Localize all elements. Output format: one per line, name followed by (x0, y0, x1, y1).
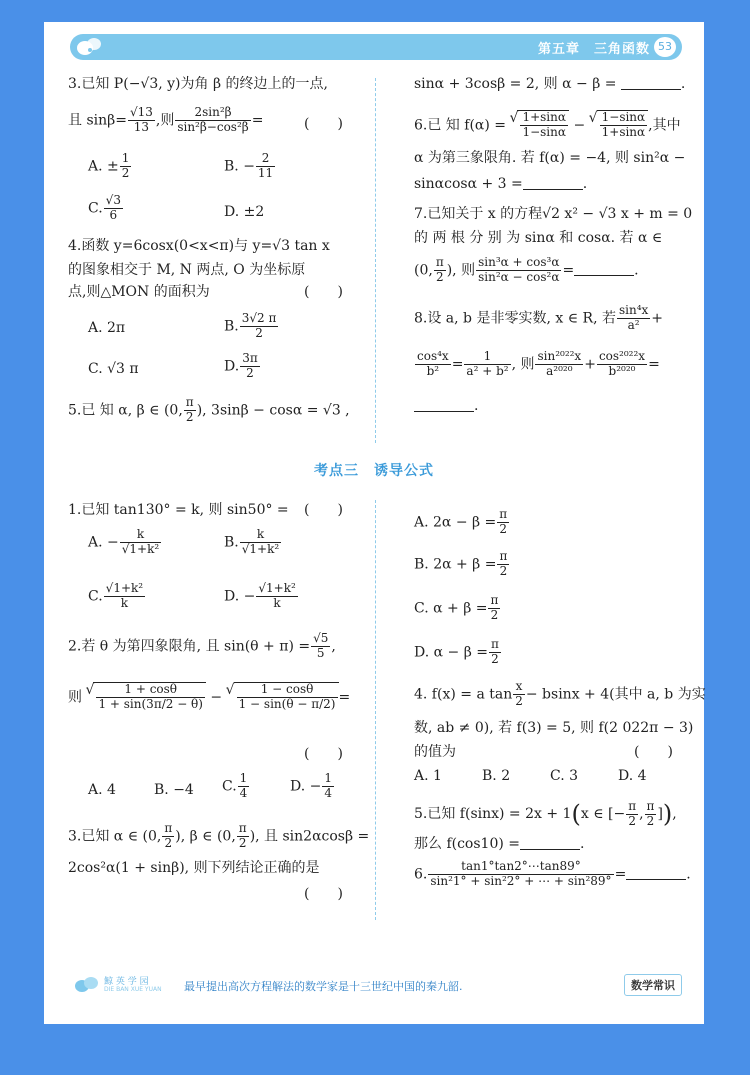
question-4-line-1: 4.函数 y=6cosx(0<x<π)与 y=√3 tan x (68, 238, 330, 254)
induction-q5-line-1: 5.已知 f(sinx) = 2x + 1(x ∈ [− $\frac{\pi}{2}$ , $\frac{\pi}{2}$ ]), (414, 798, 677, 828)
question-4-option-a: A. 2π (88, 320, 126, 336)
induction-q2-option-c: C. $\frac{1}{4}$ (222, 771, 248, 800)
question-8-line-2: $\frac{\text{cos⁴x}}{\text{b²}}$ = $\frac{1}{\text{a² + b²}}$ , 则 $\frac{\text{sin²⁰²²x}}{\text{a²⁰²⁰}}$ + $\frac{\text{cos²⁰²²x}}{\text{b²⁰²⁰}}$ = (417, 349, 660, 378)
question-8-line-1: 8.设 a, b 是非零实数, x ∈ R, 若 $\frac{\text{sin⁴x}}{\text{a²}}$ + (414, 303, 664, 332)
question-6-line-3: sinαcosα + 3 = . (414, 176, 588, 192)
induction-q4-line-2: 数, ab ≠ 0), 若 f(3) = 5, 则 f(2 022π − 3) (414, 720, 694, 736)
question-5-line-1: 5.已 知 α, β ∈ (0, $\frac{\pi}{2}$ ), 3sinβ − cosα = √3 , (68, 395, 350, 424)
question-7-line-3: (0, $\frac{\pi}{2}$ ), 则 $\frac{\text{sin³α + cos³α}}{\text{sin²α − cos²α}}$ = . (414, 255, 639, 284)
induction-q6: 6. $\frac{\tan 1^\circ\tan 2^\circ\cdots\tan 89^\circ}{\text{sin²1° + sin²2° + ⋯ + sin²89°}}$ = . (414, 859, 691, 888)
question-3-answer-paren: ( ) (304, 116, 343, 132)
induction-q2-line-1: 2.若 θ 为第四象限角, 且 sin(θ + π) = $\frac{√5}{5}$ , (68, 631, 336, 660)
induction-q3-answer-paren: ( ) (304, 886, 343, 902)
induction-q1-option-c: C. $\frac{\text{√1+k²}}{k}$ (88, 581, 144, 610)
induction-q2-option-d: D. − $\frac{1}{4}$ (290, 771, 332, 800)
question-7-line-2: 的 两 根 分 别 为 sinα 和 cosα. 若 α ∈ (414, 230, 663, 246)
question-6-line-1: 6.已 知 f(α) = √ $\frac{1+\sin\alpha}{1-\sin\alpha}$ − √ $\frac{1-\sin\alpha}{1+\sin\alpha}$ ,其中 (414, 110, 681, 140)
column-divider-top (375, 78, 376, 443)
footer-badge: 数学常识 (624, 974, 682, 996)
question-3-option-c: C. $\frac{√3}{6}$ (88, 193, 121, 222)
question-4-line-2: 的图象相交于 M, N 两点, O 为坐标原 (68, 262, 306, 278)
induction-q4-answer-paren: ( ) (634, 744, 673, 760)
footer-logo (74, 970, 164, 1002)
induction-q1-option-b: B. $\frac{k}{\text{√1+k²}}$ (224, 527, 280, 556)
question-8-answer-blank: . (414, 396, 478, 417)
induction-q3-line-1: 3.已知 α ∈ (0, $\frac{\pi}{2}$ ), β ∈ (0, $\frac{\pi}{2}$ ), 且 sin2αcosβ = (68, 821, 370, 850)
footer-logo-text: 鲸 英 学 园 (104, 977, 149, 987)
induction-q1-option-a: A. − $\frac{k}{\text{√1+k²}}$ (88, 527, 160, 556)
induction-q4-option-c: C. 3 (550, 768, 579, 784)
induction-q4-option-b: B. 2 (482, 768, 511, 784)
section-title: 考点三 诱导公式 (314, 463, 434, 479)
chapter-title: 第五章 三角函数 (537, 42, 650, 57)
induction-q4-option-d: D. 4 (618, 768, 647, 784)
induction-q1-option-d: D. − $\frac{\text{√1+k²}}{k}$ (224, 581, 296, 610)
induction-q4-line-3: 的值为 (414, 744, 456, 760)
question-3-option-d: D. ±2 (224, 204, 265, 220)
induction-q5-line-2: 那么 f(cos10) = . (414, 836, 585, 852)
question-4-answer-paren: ( ) (304, 284, 343, 300)
question-3-line-2: 且 sinβ= $\frac{√13}{13}$ ,则 $\frac{\text{2sin²β}}{\text{sin²β−cos²β}}$ = (68, 105, 264, 134)
induction-q3-option-c: C. α + β = $\frac{\pi}{2}$ (414, 593, 499, 622)
induction-q3-option-d: D. α − β = $\frac{\pi}{2}$ (414, 637, 499, 666)
induction-q2-option-b: B. −4 (154, 782, 194, 798)
induction-q4-option-a: A. 1 (414, 768, 442, 784)
footer-math-fact: 最早提出高次方程解法的数学家是十三世纪中国的秦九韶. (184, 980, 463, 993)
question-4-option-c: C. √3 π (88, 361, 139, 377)
induction-q1-answer-paren: ( ) (304, 502, 343, 518)
question-4-line-3: 点,则△MON 的面积为 (68, 284, 210, 300)
page-number: 53 (652, 35, 678, 59)
induction-q3-line-2: 2cos²α(1 + sinβ), 则下列结论正确的是 (68, 860, 320, 876)
question-6-line-2: α 为第三象限角. 若 f(α) = −4, 则 sin²α − (414, 150, 686, 166)
question-3-option-a: A. ± $\frac{1}{2}$ (88, 151, 130, 180)
butterfly-logo-icon (76, 36, 104, 58)
induction-q4-line-1: 4. f(x) = a tan $\frac{x}{2}$ − bsinx + 4(其中 a, b 为实 (414, 679, 706, 708)
induction-q2-line-2: 则 √ $\frac{1 + \cos\theta}{1 + \sin(3\pi/2 - \theta)}$ − √ $\frac{1 - \cos\theta}{1 - \sin(\theta - \pi/2)}$ = (68, 682, 350, 712)
question-4-option-b: B. $\frac{3√2 \pi}{2}$ (224, 311, 277, 340)
induction-q3-option-a: A. 2α − β = $\frac{\pi}{2}$ (414, 507, 508, 536)
question-4-option-d: D. $\frac{3\pi}{2}$ (224, 351, 258, 380)
column-divider-bottom (375, 500, 376, 920)
footer-logo-subtext: DIE BAN XUE YUAN (104, 986, 162, 993)
worksheet-page (44, 22, 704, 1024)
induction-q2-option-a: A. 4 (88, 782, 116, 798)
induction-q2-answer-paren: ( ) (304, 746, 343, 762)
induction-q1-line-1: 1.已知 tan130° = k, 则 sin50° = (68, 502, 289, 518)
question-3-option-b: B. − $\frac{2}{11}$ (224, 151, 274, 180)
question-3-line-1: 3.已知 P(−√3, y)为角 β 的终边上的一点, (68, 76, 328, 92)
question-5-continued: sinα + 3cosβ = 2, 则 α − β = . (414, 76, 686, 92)
induction-q3-option-b: B. 2α + β = $\frac{\pi}{2}$ (414, 549, 508, 578)
question-7-line-1: 7.已知关于 x 的方程√2 x² − √3 x + m = 0 (414, 206, 693, 222)
footer-butterfly-icon (74, 974, 100, 996)
